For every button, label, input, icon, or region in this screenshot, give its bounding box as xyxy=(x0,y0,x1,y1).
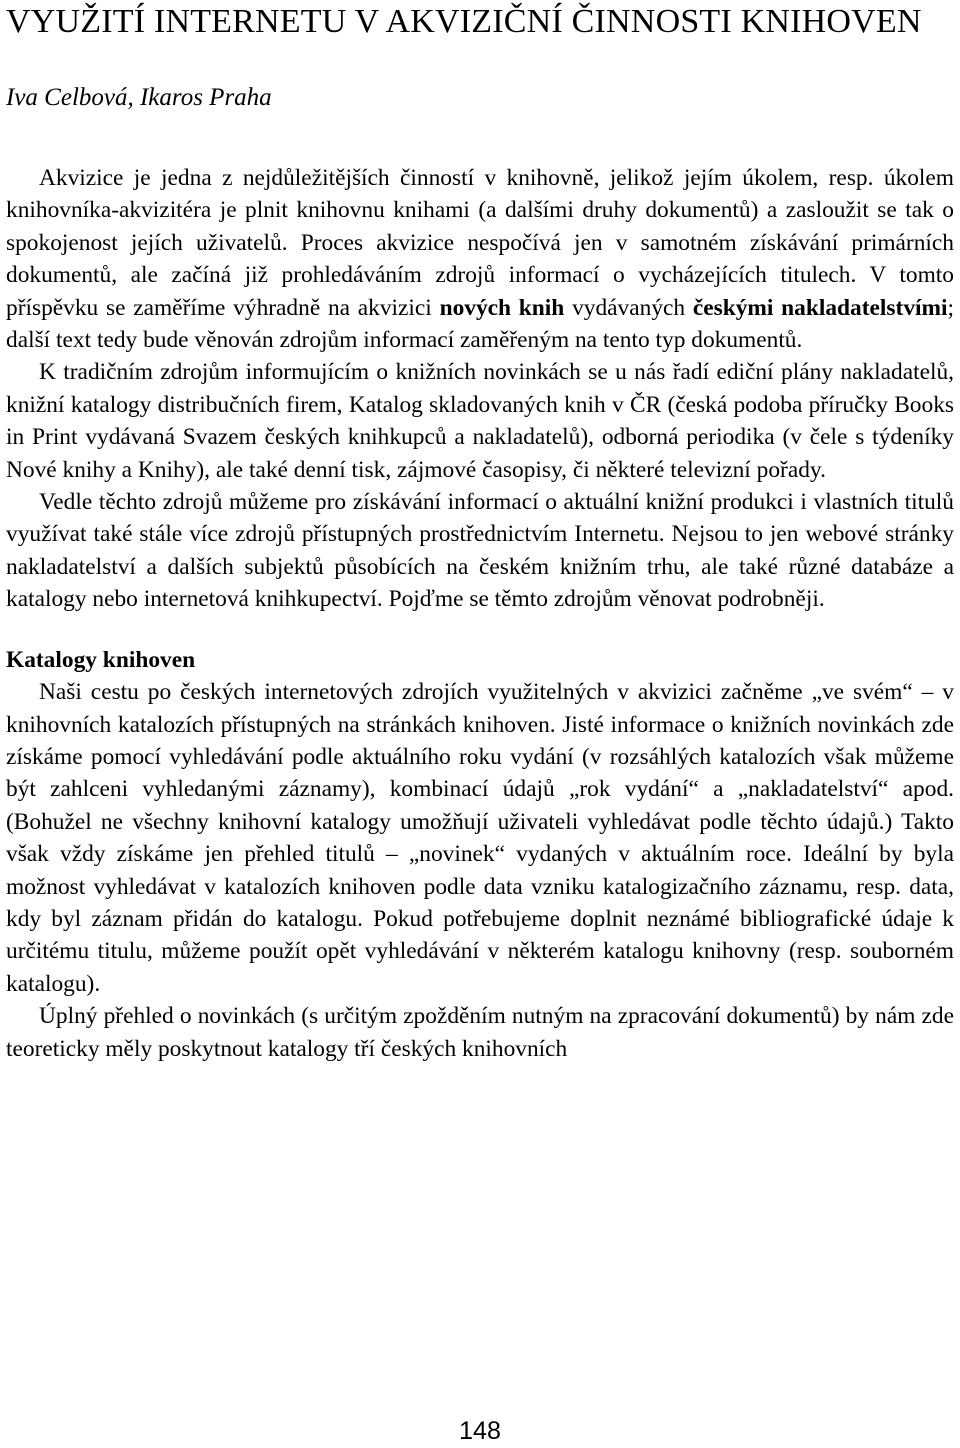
intro-paragraph-3: Vedle těchto zdrojů můžeme pro získávání informací o aktuální knižní produkci i vlastních titulů využívat také stále více zdrojů přístupných prostřednictvím Internetu. Nejsou to jen webové stránky nakladatelství a dalších subjektů působících na českém knižním trhu, ale také různé databáze a katalogy nebo internetová knihkupectví. Pojďme se těmto zdrojům věnovat podrobněji. xyxy=(6,489,954,613)
article-title: VYUŽITÍ INTERNETU V AKVIZIČNÍ ČINNOSTI KNIHOVEN xyxy=(6,3,922,40)
article-authors: Iva Celbová, Ikaros Praha xyxy=(6,84,272,111)
intro-p1-text-3: ; další text tedy bude věnován zdrojům informací zaměřeným na tento typ dokumentů. xyxy=(6,294,954,354)
document-page xyxy=(6,0,954,1065)
intro-paragraph-2: K tradičním zdrojům informujícím o knižních novinkách se u nás řadí ediční plány nakladatelů, knižní katalogy distribučních firem, Katalog skladovaných knih v ČR (česká podoba příručky Books in Print vydávaná Svazem českých knihkupců a nakladatelů), odborná periodika (v čele s týdeníky Nové knihy a Knihy), ale také denní tisk, zájmové časopisy, či některé televizní pořady. xyxy=(6,359,954,483)
intro-p1-text-2: vydávaných xyxy=(564,294,693,321)
intro-section xyxy=(6,162,954,616)
section-paragraph-2: Úplný přehled o novinkách (s určitým zpožděním nutným na zpracování dokumentů) by nám zde teoreticky měly poskytnout katalogy tří českých knihovních xyxy=(6,1003,954,1062)
section-paragraph-1: Naši cestu po českých internetových zdrojích využitelných v akvizici začněme „ve svém“ – v knihovních katalozích přístupných na stránkách knihoven. Jisté informace o knižních novinkách zde získáme pomocí vyhledávání podle aktuálního roku vydání (v rozsáhlých katalozích však můžeme být zahlceni vyhledanými záznamy), kombinací údajů „rok vydání“ a „nakladatelství“ apod. (Bohužel ne všechny knihovní katalogy umožňují uživateli vyhledávat podle těchto údajů.) Takto však vždy získáme jen přehled titulů – „novinek“ vydaných v aktuálním roce. Ideální by byla možnost vyhledávat v katalozích knihoven podle data vzniku katalogizačního záznamu, resp. data, kdy byl záznam přidán do katalogu. Pokud potřebujeme doplnit neznámé bibliografické údaje k určitému titulu, můžeme použít opět vyhledávání v některém katalogu knihovny (resp. souborném katalogu). xyxy=(6,679,954,997)
section-heading: Katalogy knihoven xyxy=(6,646,196,673)
intro-p1-text-1: Akvizice je jedna z nejdůležitějších činností v knihovně, jelikož jejím úkolem, resp. úkolem knihovníka-akvizitéra je plnit knihovnu knihami (a dalšími druhy dokumentů) a zasloužit se tak o spokojenost jejích uživatelů. Proces akvizice nespočívá jen v samotném získávání primárních dokumentů, ale začíná již prohledáváním zdrojů informací o vycházejících titulech. V tomto příspěvku se zaměříme výhradně na akvizici xyxy=(6,165,954,321)
intro-p1-bold-1: nových knih xyxy=(439,294,565,321)
page-number: 148 xyxy=(459,1417,501,1445)
catalog-section xyxy=(6,676,954,1065)
intro-paragraph-1 xyxy=(6,162,954,356)
intro-p1-bold-2: českými nakladatelstvími xyxy=(692,294,948,321)
